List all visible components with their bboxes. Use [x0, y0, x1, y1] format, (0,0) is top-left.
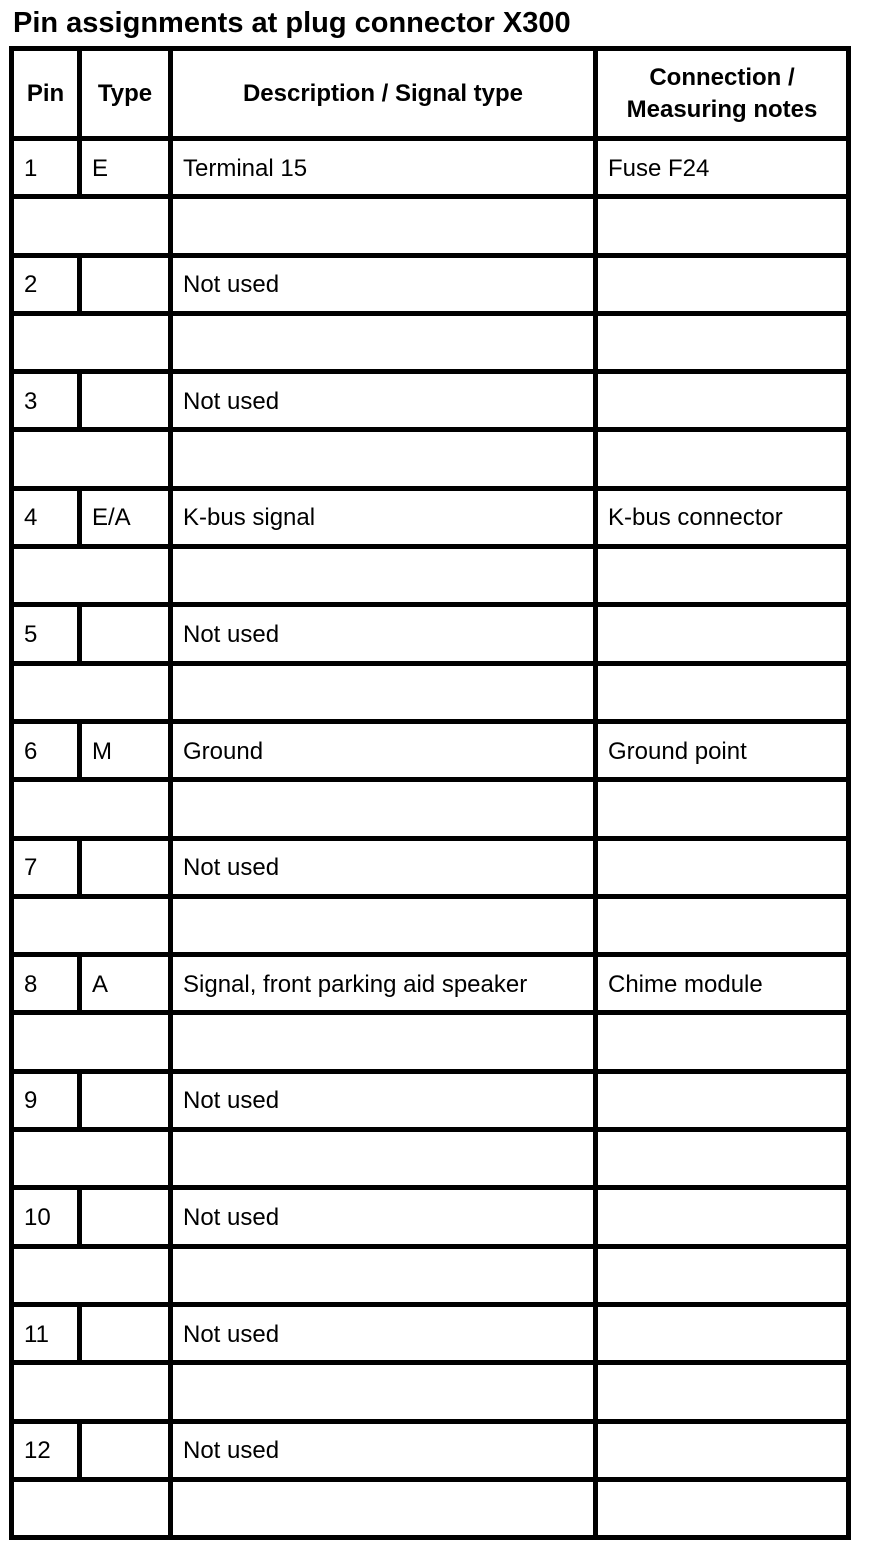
- cell-connection: [596, 605, 849, 663]
- table-spacer-row: [12, 1479, 849, 1537]
- table-header-row: [12, 49, 849, 139]
- spacer-cell: [12, 780, 171, 838]
- cell-pin: 10: [12, 1188, 80, 1246]
- cell-connection: [596, 1421, 849, 1479]
- cell-type: [80, 838, 171, 896]
- cell-connection: [596, 1071, 849, 1129]
- cell-connection: [596, 1304, 849, 1362]
- cell-connection: Fuse F24: [596, 139, 849, 197]
- cell-connection: [596, 372, 849, 430]
- cell-type: [80, 1071, 171, 1129]
- spacer-cell: [596, 197, 849, 255]
- table-row: [12, 1304, 849, 1362]
- table-row: [12, 838, 849, 896]
- spacer-cell: [12, 663, 171, 721]
- spacer-cell: [596, 896, 849, 954]
- cell-connection: [596, 255, 849, 313]
- spacer-cell: [171, 1363, 596, 1421]
- table-spacer-row: [12, 1130, 849, 1188]
- cell-description: Terminal 15: [171, 139, 596, 197]
- table-spacer-row: [12, 1246, 849, 1304]
- table-spacer-row: [12, 430, 849, 488]
- cell-description: K-bus signal: [171, 488, 596, 546]
- table-spacer-row: [12, 197, 849, 255]
- cell-description: Not used: [171, 1188, 596, 1246]
- spacer-cell: [171, 430, 596, 488]
- table-spacer-row: [12, 1363, 849, 1421]
- spacer-cell: [171, 1479, 596, 1537]
- cell-connection: Ground point: [596, 721, 849, 779]
- cell-type: M: [80, 721, 171, 779]
- spacer-cell: [12, 313, 171, 371]
- table-row: [12, 1071, 849, 1129]
- table-spacer-row: [12, 896, 849, 954]
- spacer-cell: [596, 780, 849, 838]
- table-row: [12, 955, 849, 1013]
- cell-description: Signal, front parking aid speaker: [171, 955, 596, 1013]
- table-spacer-row: [12, 663, 849, 721]
- spacer-cell: [12, 430, 171, 488]
- spacer-cell: [12, 1246, 171, 1304]
- cell-pin: 1: [12, 139, 80, 197]
- spacer-cell: [12, 197, 171, 255]
- cell-connection: K-bus connector: [596, 488, 849, 546]
- spacer-cell: [596, 1013, 849, 1071]
- spacer-cell: [596, 1479, 849, 1537]
- spacer-cell: [171, 1246, 596, 1304]
- cell-pin: 11: [12, 1304, 80, 1362]
- cell-type: [80, 1188, 171, 1246]
- cell-pin: 7: [12, 838, 80, 896]
- table-row: [12, 488, 849, 546]
- page-title: Pin assignments at plug connector X300: [13, 7, 571, 39]
- cell-type: [80, 605, 171, 663]
- spacer-cell: [596, 1246, 849, 1304]
- cell-description: Not used: [171, 372, 596, 430]
- table-row: [12, 1421, 849, 1479]
- header-connection: Connection / Measuring notes: [596, 49, 849, 139]
- cell-pin: 2: [12, 255, 80, 313]
- cell-type: [80, 1421, 171, 1479]
- spacer-cell: [596, 313, 849, 371]
- spacer-cell: [12, 547, 171, 605]
- table-row: [12, 721, 849, 779]
- spacer-cell: [171, 1013, 596, 1071]
- table-row: [12, 255, 849, 313]
- cell-connection: [596, 838, 849, 896]
- cell-type: A: [80, 955, 171, 1013]
- table-spacer-row: [12, 780, 849, 838]
- cell-pin: 8: [12, 955, 80, 1013]
- spacer-cell: [171, 547, 596, 605]
- spacer-cell: [596, 663, 849, 721]
- table-row: [12, 139, 849, 197]
- spacer-cell: [596, 430, 849, 488]
- table-spacer-row: [12, 313, 849, 371]
- cell-pin: 9: [12, 1071, 80, 1129]
- cell-description: Not used: [171, 1421, 596, 1479]
- cell-description: Not used: [171, 605, 596, 663]
- spacer-cell: [171, 313, 596, 371]
- cell-description: Not used: [171, 838, 596, 896]
- cell-description: Not used: [171, 1304, 596, 1362]
- cell-connection: [596, 1188, 849, 1246]
- cell-pin: 12: [12, 1421, 80, 1479]
- cell-type: [80, 1304, 171, 1362]
- cell-description: Not used: [171, 255, 596, 313]
- spacer-cell: [596, 1130, 849, 1188]
- spacer-cell: [12, 1479, 171, 1537]
- cell-description: Ground: [171, 721, 596, 779]
- table-row: [12, 1188, 849, 1246]
- spacer-cell: [171, 197, 596, 255]
- spacer-cell: [12, 1363, 171, 1421]
- spacer-cell: [596, 1363, 849, 1421]
- spacer-cell: [12, 896, 171, 954]
- cell-type: [80, 372, 171, 430]
- cell-type: [80, 255, 171, 313]
- spacer-cell: [12, 1130, 171, 1188]
- table-body: [12, 139, 849, 1538]
- pin-assignment-table: [9, 46, 851, 1540]
- cell-pin: 3: [12, 372, 80, 430]
- spacer-cell: [171, 663, 596, 721]
- table-spacer-row: [12, 1013, 849, 1071]
- cell-pin: 5: [12, 605, 80, 663]
- cell-pin: 4: [12, 488, 80, 546]
- table-row: [12, 372, 849, 430]
- cell-type: E: [80, 139, 171, 197]
- header-description: Description / Signal type: [171, 49, 596, 139]
- table-row: [12, 605, 849, 663]
- cell-description: Not used: [171, 1071, 596, 1129]
- header-type: Type: [80, 49, 171, 139]
- cell-pin: 6: [12, 721, 80, 779]
- spacer-cell: [171, 896, 596, 954]
- spacer-cell: [596, 547, 849, 605]
- spacer-cell: [171, 1130, 596, 1188]
- cell-type: E/A: [80, 488, 171, 546]
- spacer-cell: [171, 780, 596, 838]
- spacer-cell: [12, 1013, 171, 1071]
- cell-connection: Chime module: [596, 955, 849, 1013]
- header-pin: Pin: [12, 49, 80, 139]
- table-spacer-row: [12, 547, 849, 605]
